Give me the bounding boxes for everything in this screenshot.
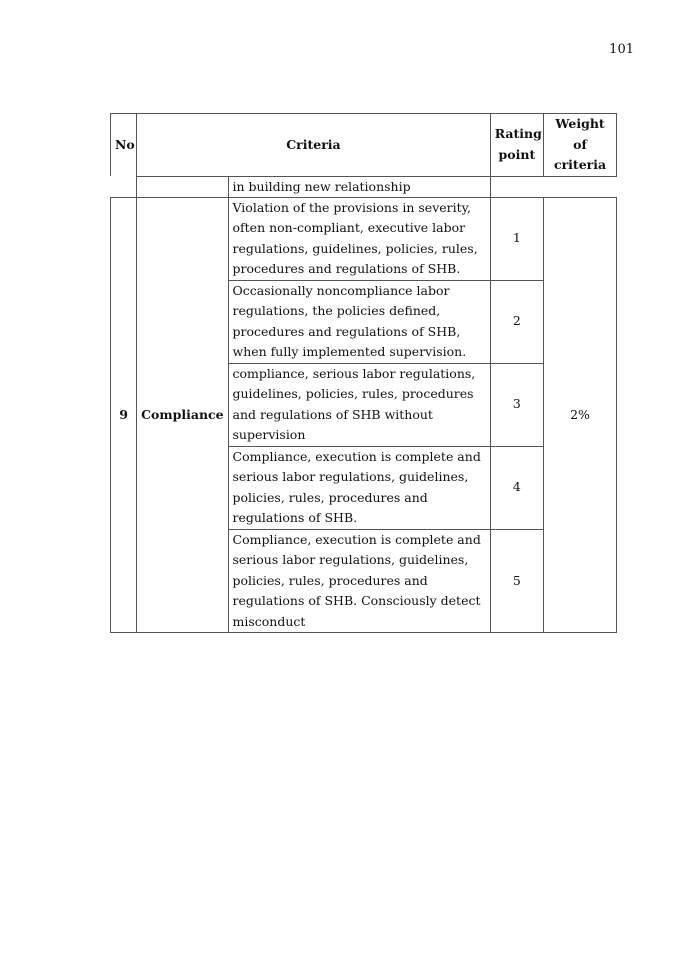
header-weight: Weight of criteria [544,114,617,177]
header-no: No [111,114,137,177]
header-criteria: Criteria [137,114,491,177]
level-rating: 4 [490,446,543,529]
criteria-table [110,113,617,633]
level-rating: 1 [490,197,543,280]
continued-no-cell [111,176,137,197]
level-description: Compliance, execution is complete and serious labor regulations, guidelines, policies, rules, procedures and regulations of SHB. [228,446,490,529]
table-header-row [111,114,617,177]
criterion-weight: 2% [544,197,617,633]
level-description: Occasionally noncompliance labor regulations, the policies defined, procedures and regulations of SHB, when fully implemented supervision. [228,280,490,363]
level-description: Violation of the provisions in severity, often non-compliant, executive labor regulations, guidelines, policies, rules, procedures and regulations of SHB. [228,197,490,280]
level-description: compliance, serious labor regulations, guidelines, policies, rules, procedures and regulations of SHB without supervision [228,363,490,446]
continued-name-cell [137,176,228,197]
level-rating: 2 [490,280,543,363]
table-row [111,197,617,280]
header-rating-point: Rating point [490,114,543,177]
level-description: Compliance, execution is complete and serious labor regulations, guidelines, policies, rules, procedures and regulations of SHB. Consciously detect misconduct [228,529,490,633]
level-rating: 3 [490,363,543,446]
page-number: 101 [609,42,634,57]
criterion-name: Compliance [137,197,228,633]
level-rating: 5 [490,529,543,633]
continued-description: in building new relationship [228,176,490,197]
continued-row [111,176,617,197]
criterion-number: 9 [111,197,137,633]
